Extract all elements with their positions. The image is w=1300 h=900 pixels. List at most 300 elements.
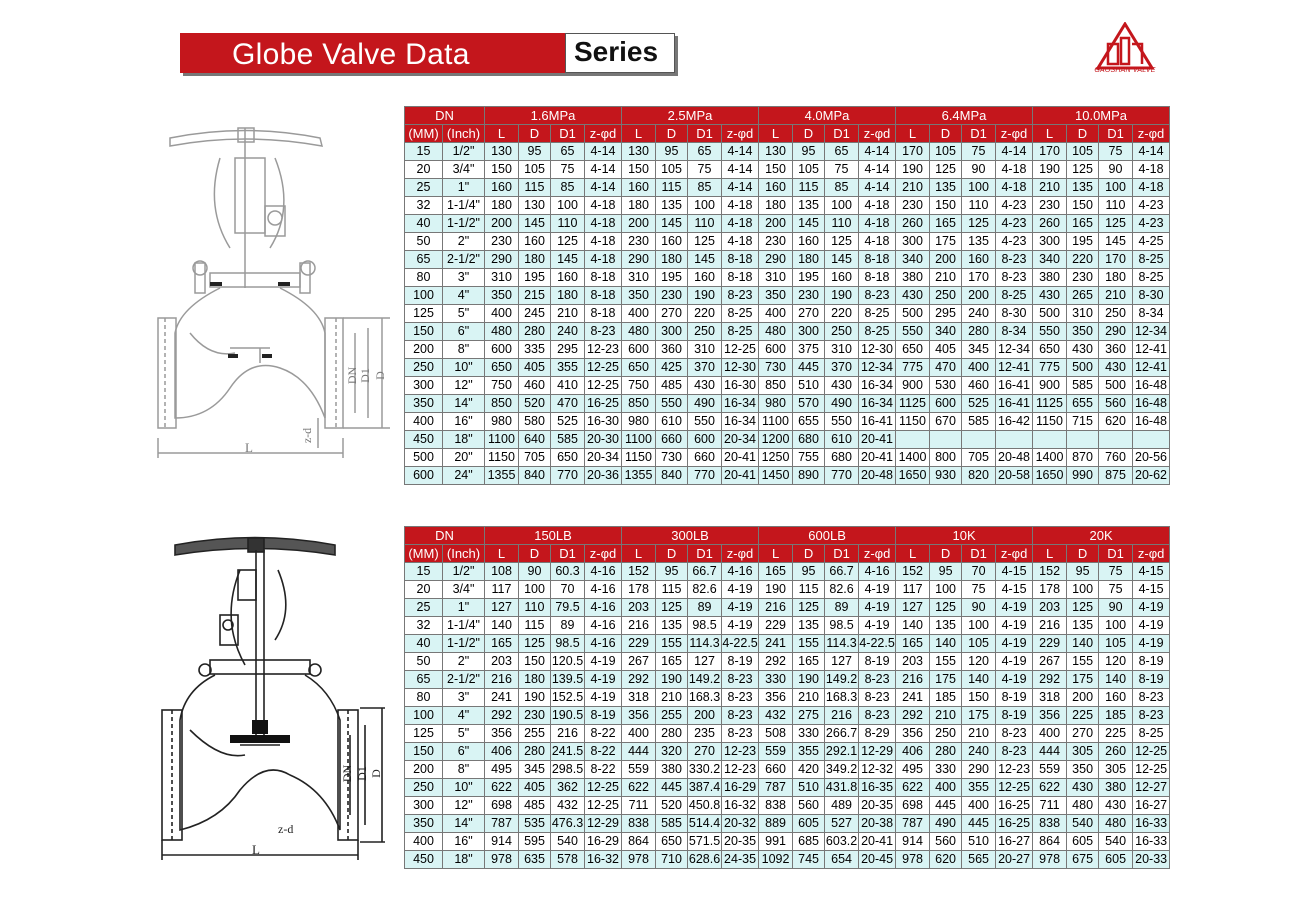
table-cell: 290	[622, 251, 656, 269]
table-cell: 405	[519, 779, 551, 797]
table-cell: 20-62	[1133, 467, 1170, 485]
header-sub: D	[519, 545, 551, 563]
table-cell: 18"	[443, 851, 485, 869]
table-cell: 4-15	[996, 581, 1033, 599]
table-cell: 20-41	[859, 431, 896, 449]
table-cell	[930, 431, 962, 449]
table-cell: 8-19	[585, 707, 622, 725]
table-cell: 406	[485, 743, 519, 761]
table-cell: 260	[896, 215, 930, 233]
table-cell: 66.7	[688, 563, 722, 581]
table-cell: 110	[825, 215, 859, 233]
table-cell: 3"	[443, 689, 485, 707]
table-cell: 490	[825, 395, 859, 413]
table-cell: 480	[1099, 815, 1133, 833]
table-cell: 16-34	[859, 377, 896, 395]
table-cell: 15	[405, 563, 443, 581]
table-cell: 20"	[443, 449, 485, 467]
table-cell: 1/2"	[443, 143, 485, 161]
table-cell: 400	[405, 833, 443, 851]
table-cell: 16-48	[1133, 413, 1170, 431]
table-cell: 16-33	[1133, 815, 1170, 833]
table-cell: 145	[825, 251, 859, 269]
table-cell: 168.3	[688, 689, 722, 707]
header-sub: L	[1033, 545, 1067, 563]
table-cell: 8-25	[722, 323, 759, 341]
table-row	[405, 617, 1170, 635]
table-cell: 230	[896, 197, 930, 215]
table-cell: 16-34	[859, 395, 896, 413]
table-cell: 838	[622, 815, 656, 833]
table-cell: 200	[1067, 689, 1099, 707]
header-sub: D	[793, 545, 825, 563]
table-cell: 105	[1099, 635, 1133, 653]
table-cell: 4-19	[585, 671, 622, 689]
table-cell: 12-23	[585, 341, 622, 359]
table-cell: 560	[930, 833, 962, 851]
table-cell: 75	[962, 581, 996, 599]
table-cell: 250	[405, 779, 443, 797]
header-group: 4.0MPa	[759, 107, 896, 125]
table-cell: 4-23	[996, 215, 1033, 233]
table-cell: 20	[405, 161, 443, 179]
table-cell: 240	[962, 743, 996, 761]
table-cell: 755	[793, 449, 825, 467]
table-cell: 838	[759, 797, 793, 815]
header-sub: D1	[551, 125, 585, 143]
table-cell: 75	[825, 161, 859, 179]
table-cell: 585	[656, 815, 688, 833]
table-cell: 66.7	[825, 563, 859, 581]
table-cell: 8-25	[996, 287, 1033, 305]
table-cell: 225	[1067, 707, 1099, 725]
table-cell: 355	[551, 359, 585, 377]
table-cell: 705	[962, 449, 996, 467]
table-cell: 444	[1033, 743, 1067, 761]
table-cell: 292.1	[825, 743, 859, 761]
table-cell: 4-19	[722, 599, 759, 617]
table-cell: 16-41	[859, 413, 896, 431]
header-sub: L	[759, 545, 793, 563]
table-cell: 140	[485, 617, 519, 635]
table-cell: 4-15	[1133, 563, 1170, 581]
table-cell: 4-19	[722, 581, 759, 599]
table-cell: 85	[688, 179, 722, 197]
table-cell: 267	[622, 653, 656, 671]
table-row	[405, 599, 1170, 617]
table-cell: 540	[1067, 815, 1099, 833]
table-cell: 660	[656, 431, 688, 449]
table-cell: 100	[405, 707, 443, 725]
table-cell: 70	[551, 581, 585, 599]
table-cell: 175	[1067, 671, 1099, 689]
header-sub: D	[793, 125, 825, 143]
table-cell: 430	[1033, 287, 1067, 305]
table-cell: 400	[962, 359, 996, 377]
table-cell: 32	[405, 617, 443, 635]
table-cell: 980	[622, 413, 656, 431]
table-cell: 12-29	[859, 743, 896, 761]
table-cell: 476.3	[551, 815, 585, 833]
valve-drawing-bottom	[160, 530, 400, 870]
table-cell: 4-14	[859, 161, 896, 179]
table-cell: 12-30	[722, 359, 759, 377]
table-cell: 115	[519, 617, 551, 635]
table-cell: 170	[896, 143, 930, 161]
table-cell: 115	[793, 581, 825, 599]
table-cell: 8-25	[1133, 725, 1170, 743]
table-cell: 250	[1099, 305, 1133, 323]
table-cell: 82.6	[825, 581, 859, 599]
table-cell: 560	[1099, 395, 1133, 413]
table-cell: 180	[656, 251, 688, 269]
table-cell: 108	[485, 563, 519, 581]
table-cell: 1/2"	[443, 563, 485, 581]
header-sub: D1	[688, 545, 722, 563]
table-cell: 430	[1099, 797, 1133, 815]
table-cell: 550	[825, 413, 859, 431]
table-cell: 178	[1033, 581, 1067, 599]
table-cell: 6"	[443, 743, 485, 761]
table-cell: 210	[962, 725, 996, 743]
table-cell: 98.5	[688, 617, 722, 635]
table-cell: 100	[1099, 617, 1133, 635]
table-cell: 210	[793, 689, 825, 707]
table-cell: 14"	[443, 395, 485, 413]
table-cell: 12-41	[996, 359, 1033, 377]
table-cell: 310	[825, 341, 859, 359]
table-cell: 100	[825, 197, 859, 215]
table-cell: 864	[1033, 833, 1067, 851]
table-cell: 90	[1099, 161, 1133, 179]
table-cell: 195	[1067, 233, 1099, 251]
table-cell: 160	[656, 233, 688, 251]
table-cell: 270	[688, 743, 722, 761]
table-cell: 160	[1099, 689, 1133, 707]
table-cell: 160	[793, 233, 825, 251]
table-cell: 195	[519, 269, 551, 287]
table-cell: 8-34	[996, 323, 1033, 341]
table-cell: 245	[519, 305, 551, 323]
table-cell: 1150	[1033, 413, 1067, 431]
table-cell: 330	[930, 761, 962, 779]
header-sub: z-φd	[585, 125, 622, 143]
header-mm: (MM)	[405, 545, 443, 563]
table-cell: 991	[759, 833, 793, 851]
table-cell: 190	[825, 287, 859, 305]
table-row	[405, 581, 1170, 599]
table-cell: 4-18	[722, 197, 759, 215]
table-cell: 745	[793, 851, 825, 869]
table-row	[405, 653, 1170, 671]
table-cell: 330	[759, 671, 793, 689]
table-cell: 100	[962, 179, 996, 197]
table-cell: 362	[551, 779, 585, 797]
table-cell: 20-36	[585, 467, 622, 485]
table-cell: 520	[519, 395, 551, 413]
table-cell: 4-19	[585, 653, 622, 671]
table-cell: 100	[1099, 179, 1133, 197]
table-cell: 195	[793, 269, 825, 287]
table-cell: 8-19	[1133, 653, 1170, 671]
table-cell: 150	[930, 197, 962, 215]
header-inch: (Inch)	[443, 545, 485, 563]
table-cell: 380	[1099, 779, 1133, 797]
table-cell: 4-19	[859, 617, 896, 635]
table-cell: 370	[825, 359, 859, 377]
table-cell: 120	[962, 653, 996, 671]
table-cell: 160	[485, 179, 519, 197]
table-cell: 655	[1067, 395, 1099, 413]
table-cell: 4-19	[996, 653, 1033, 671]
table-cell: 125	[688, 233, 722, 251]
table-cell: 4"	[443, 287, 485, 305]
table-cell: 215	[519, 287, 551, 305]
table-cell: 12-29	[585, 815, 622, 833]
table-cell: 4-19	[859, 581, 896, 599]
table-cell: 8-23	[722, 689, 759, 707]
table-cell: 8-23	[1133, 707, 1170, 725]
table-cell: 4-19	[722, 617, 759, 635]
header-sub: L	[896, 125, 930, 143]
table-cell: 160	[519, 233, 551, 251]
table-cell: 978	[485, 851, 519, 869]
header-sub: z-φd	[996, 125, 1033, 143]
table-cell: 292	[759, 653, 793, 671]
table-cell: 4-18	[722, 215, 759, 233]
table-cell: 150	[485, 161, 519, 179]
table-cell: 711	[1033, 797, 1067, 815]
table-cell: 485	[519, 797, 551, 815]
table-cell: 380	[896, 269, 930, 287]
table-cell: 140	[896, 617, 930, 635]
header-group: 6.4MPa	[896, 107, 1033, 125]
table-cell: 603.2	[825, 833, 859, 851]
table-cell: 605	[1099, 851, 1133, 869]
table-cell: 165	[759, 563, 793, 581]
table-cell: 750	[485, 377, 519, 395]
table-cell: 405	[930, 341, 962, 359]
table-cell: 160	[688, 269, 722, 287]
table-cell: 489	[825, 797, 859, 815]
logo-mark-icon	[1090, 22, 1160, 70]
table-cell: 80	[405, 269, 443, 287]
table-cell: 12-41	[1133, 341, 1170, 359]
table-cell: 120	[1099, 653, 1133, 671]
table-cell: 12-23	[722, 743, 759, 761]
table-cell: 444	[622, 743, 656, 761]
table-cell: 622	[622, 779, 656, 797]
table-cell: 230	[1033, 197, 1067, 215]
valve-drawing-top	[150, 118, 400, 468]
table-cell: 600	[688, 431, 722, 449]
table-cell: 20-41	[859, 833, 896, 851]
table-cell: 400	[930, 779, 962, 797]
table-cell: 4-16	[585, 563, 622, 581]
table-cell: 216	[896, 671, 930, 689]
table-cell: 125	[1099, 215, 1133, 233]
table-cell: 295	[551, 341, 585, 359]
table-cell: 100	[405, 287, 443, 305]
table-cell: 125	[656, 599, 688, 617]
table-cell: 110	[688, 215, 722, 233]
table-cell: 770	[688, 467, 722, 485]
table-cell: 550	[1033, 323, 1067, 341]
table-cell: 540	[1099, 833, 1133, 851]
dim-label-l: L	[252, 842, 260, 857]
table-cell: 210	[1033, 179, 1067, 197]
table-cell: 16-34	[722, 413, 759, 431]
table-cell: 180	[519, 251, 551, 269]
table-cell: 4-14	[585, 161, 622, 179]
table-cell: 4-14	[859, 179, 896, 197]
table-cell: 150	[519, 653, 551, 671]
table-cell: 8-23	[859, 671, 896, 689]
table-cell: 8-18	[585, 305, 622, 323]
table-cell: 750	[622, 377, 656, 395]
table-cell: 125	[519, 635, 551, 653]
table-cell: 715	[1067, 413, 1099, 431]
table-cell: 12-27	[1133, 779, 1170, 797]
table-cell: 16-41	[996, 395, 1033, 413]
table-cell: 4-18	[585, 233, 622, 251]
table-cell: 295	[930, 305, 962, 323]
table-cell: 250	[825, 323, 859, 341]
table-cell: 114.3	[825, 635, 859, 653]
table-cell: 292	[485, 707, 519, 725]
table-cell: 175	[930, 233, 962, 251]
table-cell: 2-1/2"	[443, 251, 485, 269]
table-cell: 95	[793, 563, 825, 581]
table-row	[405, 269, 1170, 287]
table-cell: 571.5	[688, 833, 722, 851]
table-cell: 216	[825, 707, 859, 725]
table-cell: 4-16	[585, 581, 622, 599]
table-cell: 100	[962, 617, 996, 635]
table-cell: 230	[622, 233, 656, 251]
table-cell: 8-18	[859, 269, 896, 287]
table-cell: 1"	[443, 599, 485, 617]
table-cell: 610	[656, 413, 688, 431]
table-cell: 135	[656, 617, 688, 635]
table-cell: 24"	[443, 467, 485, 485]
table-cell: 240	[962, 305, 996, 323]
table-cell: 90	[519, 563, 551, 581]
table-cell: 241	[896, 689, 930, 707]
table-cell: 125	[405, 725, 443, 743]
table-cell: 4-16	[585, 617, 622, 635]
table-cell: 190.5	[551, 707, 585, 725]
table-cell: 229	[759, 617, 793, 635]
table-cell: 4-18	[859, 233, 896, 251]
table-cell: 838	[1033, 815, 1067, 833]
table-row	[405, 143, 1170, 161]
table-cell: 4-16	[859, 563, 896, 581]
table-cell: 40	[405, 635, 443, 653]
table-cell: 16-27	[1133, 797, 1170, 815]
table-cell: 190	[656, 671, 688, 689]
table-cell: 40	[405, 215, 443, 233]
table-cell: 140	[930, 635, 962, 653]
table-cell: 130	[622, 143, 656, 161]
table-cell: 380	[656, 761, 688, 779]
table-cell: 310	[622, 269, 656, 287]
table-cell: 350	[759, 287, 793, 305]
table-cell: 165	[930, 215, 962, 233]
table-cell: 280	[656, 725, 688, 743]
table-cell: 65	[688, 143, 722, 161]
data-table-class	[404, 526, 1170, 869]
table-cell: 100	[1067, 581, 1099, 599]
table-cell: 4-14	[585, 143, 622, 161]
header-group: 10K	[896, 527, 1033, 545]
table-cell: 559	[759, 743, 793, 761]
table-cell: 4-18	[722, 233, 759, 251]
table-cell: 850	[622, 395, 656, 413]
table-cell: 350	[405, 815, 443, 833]
table-cell: 300	[405, 797, 443, 815]
table-cell: 4-18	[996, 161, 1033, 179]
table-cell: 8-23	[859, 707, 896, 725]
table-cell: 16-35	[859, 779, 896, 797]
table-cell: 160	[759, 179, 793, 197]
table-cell: 190	[519, 689, 551, 707]
table-cell: 4-19	[996, 617, 1033, 635]
table-cell: 370	[688, 359, 722, 377]
table-cell: 711	[622, 797, 656, 815]
table-cell: 145	[551, 251, 585, 269]
table-cell: 508	[759, 725, 793, 743]
table-cell: 540	[551, 833, 585, 851]
table-cell: 787	[485, 815, 519, 833]
table-cell: 267	[1033, 653, 1067, 671]
table-cell: 89	[551, 617, 585, 635]
table-cell: 105	[1067, 143, 1099, 161]
table-cell: 1100	[759, 413, 793, 431]
table-cell: 241	[759, 635, 793, 653]
table-cell: 105	[962, 635, 996, 653]
header-sub: z-φd	[722, 125, 759, 143]
table-cell: 980	[759, 395, 793, 413]
table-cell: 140	[1067, 635, 1099, 653]
table-cell: 290	[759, 251, 793, 269]
table-cell: 65	[551, 143, 585, 161]
table-cell: 8-23	[996, 251, 1033, 269]
table-cell: 135	[656, 197, 688, 215]
table-cell: 250	[930, 287, 962, 305]
series-label: Series	[574, 36, 659, 67]
page-title: Globe Valve Data	[232, 38, 470, 71]
header-dn: DN	[405, 527, 485, 545]
table-cell: 300	[405, 377, 443, 395]
dim-label-d1: D1	[357, 368, 372, 383]
table-cell: 4-14	[585, 179, 622, 197]
table-cell: 139.5	[551, 671, 585, 689]
table-cell: 4-19	[996, 671, 1033, 689]
table-cell: 4-18	[859, 197, 896, 215]
table-cell: 20-30	[585, 431, 622, 449]
table-cell: 310	[688, 341, 722, 359]
dim-label-zd: z-d	[300, 427, 315, 444]
table-cell: 8-25	[1133, 251, 1170, 269]
table-cell: 230	[485, 233, 519, 251]
table-cell: 155	[1067, 653, 1099, 671]
table-cell: 110	[1099, 197, 1133, 215]
table-cell: 387.4	[688, 779, 722, 797]
header-group: 150LB	[485, 527, 622, 545]
table-cell: 145	[519, 215, 551, 233]
table-cell: 75	[688, 161, 722, 179]
